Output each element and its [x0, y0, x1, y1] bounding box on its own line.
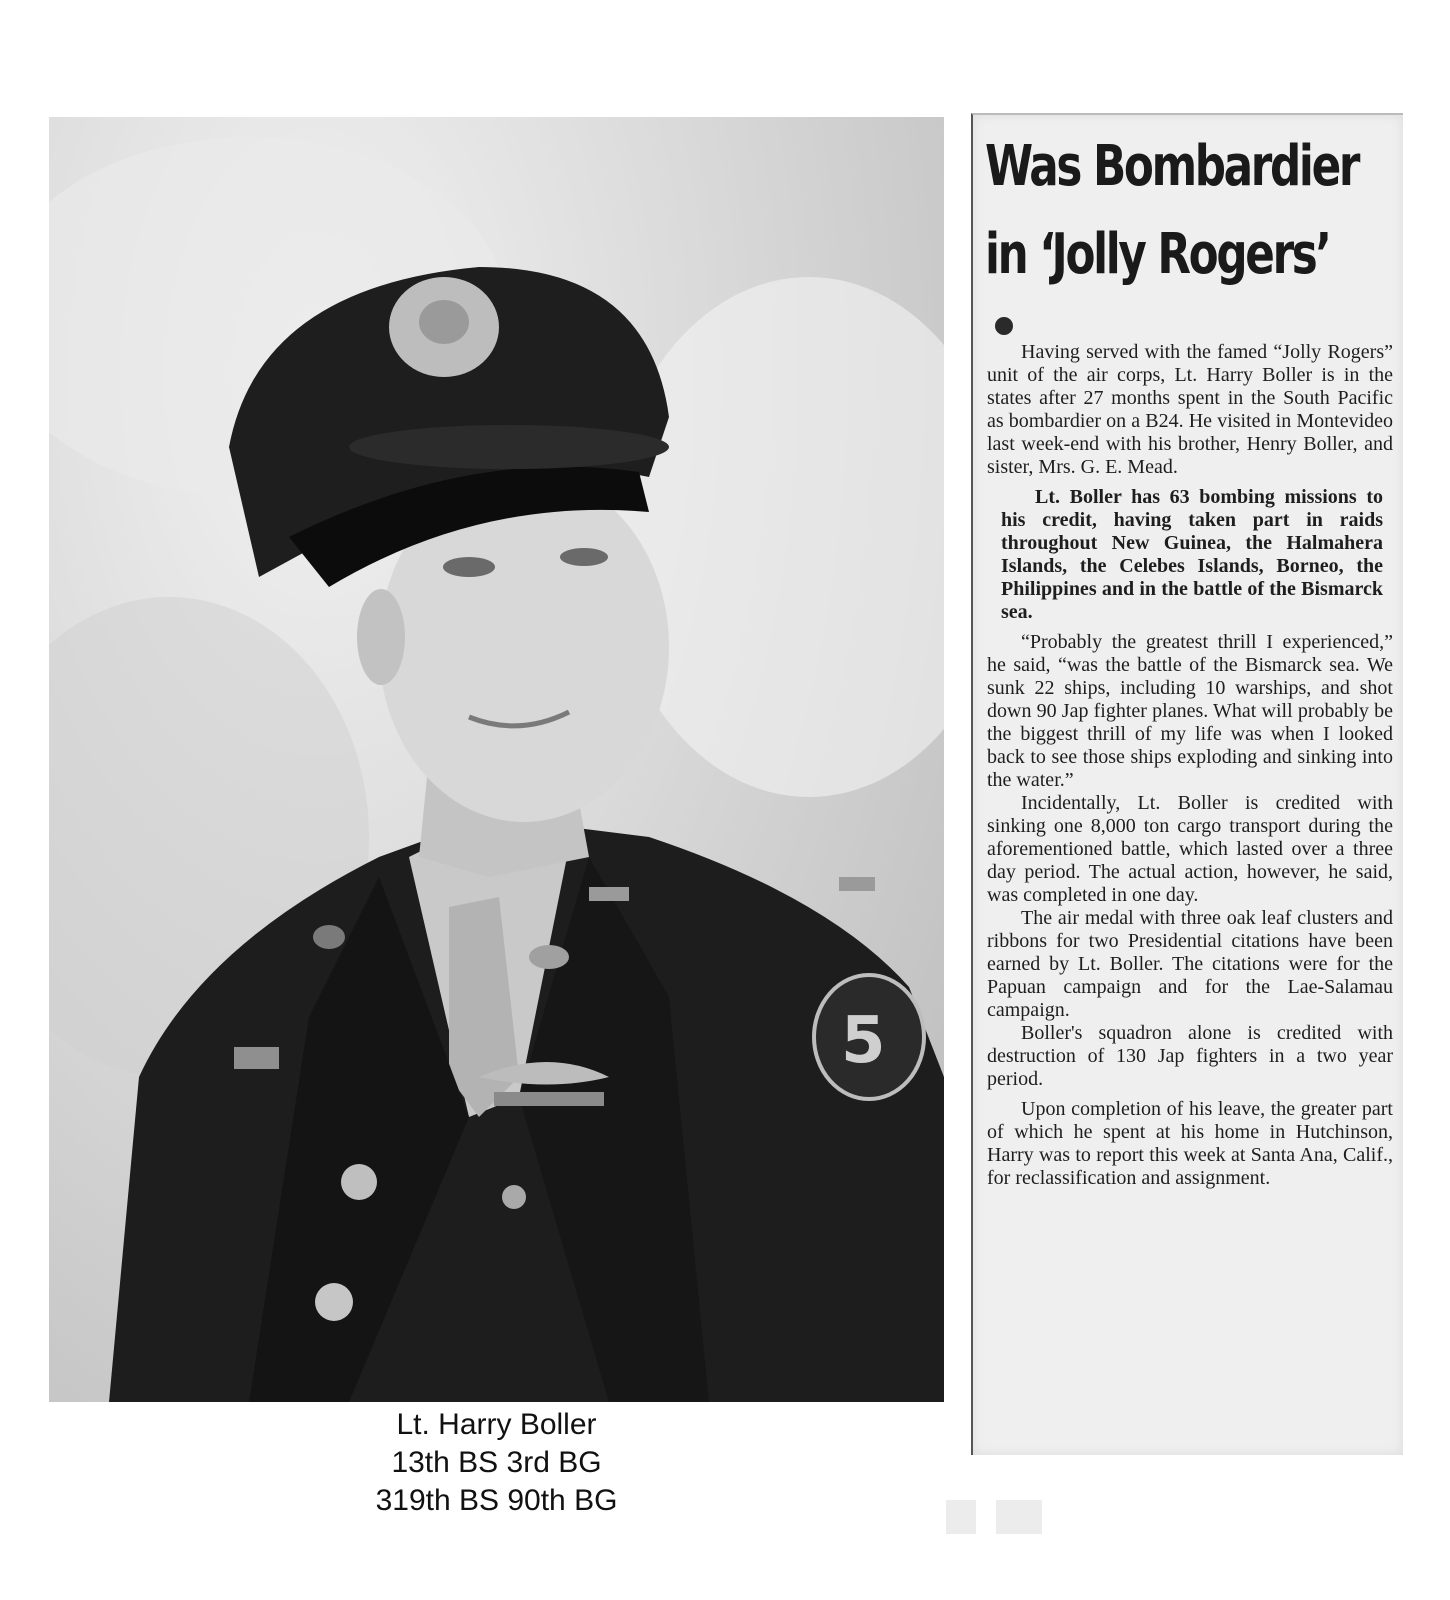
caption-name: Lt. Harry Boller: [396, 1408, 597, 1441]
scan-artifact: [946, 1500, 976, 1534]
scan-artifact: [996, 1500, 1042, 1534]
caption-unit-2: 319th BS 90th BG: [375, 1484, 618, 1517]
photo-caption: [49, 1406, 944, 1520]
svg-text:5: 5: [841, 1004, 886, 1078]
headline-line-1: Was Bombardier: [985, 134, 1359, 199]
article-paragraph: “Probably the greatest thrill I experienced,” he said, “was the battle of the Bismarck sea. We sunk 22 ships, including 10 warships, and shot down 90 Jap fighter planes. What will probably be the biggest thrill of my life was when I looked back to see those ships exploding and sinking into the water.”: [987, 631, 1393, 791]
headline: [985, 123, 1403, 299]
article-paragraph: Having served with the famed “Jolly Rogers” unit of the air corps, Lt. Harry Boller is in the states after 27 months spent in the South Pacific as bombardier on a B24. He visited in Montevideo last week-end with his brother, Henry Boller, and sister, Mrs. G. E. Mead.: [987, 341, 1393, 478]
caption-unit-1: 13th BS 3rd BG: [391, 1446, 602, 1479]
article-paragraph: Boller's squadron alone is credited with destruction of 130 Jap fighters in a two year period.: [987, 1022, 1393, 1090]
article-paragraph: Upon completion of his leave, the greater part of which he spent at his home in Hutchinson, Harry was to report this week at Santa Ana, Calif., for reclassification and assignment.: [987, 1098, 1393, 1189]
article-body: [987, 341, 1393, 1190]
portrait-photo: [49, 117, 944, 1402]
article-paragraph: The air medal with three oak leaf clusters and ribbons for two Presidential citations have been earned by Lt. Boller. The citations were for the Papuan campaign and for the Lae-Salamau campaign.: [987, 907, 1393, 1021]
newspaper-clipping: [971, 113, 1403, 1455]
article-paragraph: Incidentally, Lt. Boller is credited with sinking one 8,000 ton cargo transport during the aforementioned battle, which lasted over a three day period. The actual action, however, he said, was completed in one day.: [987, 792, 1393, 906]
portrait-illustration: [49, 117, 944, 1402]
bullet-icon: [995, 317, 1013, 335]
headline-line-2: in ‘Jolly Rogers’: [985, 222, 1330, 287]
article-paragraph: Lt. Boller has 63 bombing missions to his credit, having taken part in raids throughout New Guinea, the Halmahera Islands, the Celebes Islands, Borneo, the Philippines and in the battle of the Bismarck sea.: [1001, 486, 1383, 623]
